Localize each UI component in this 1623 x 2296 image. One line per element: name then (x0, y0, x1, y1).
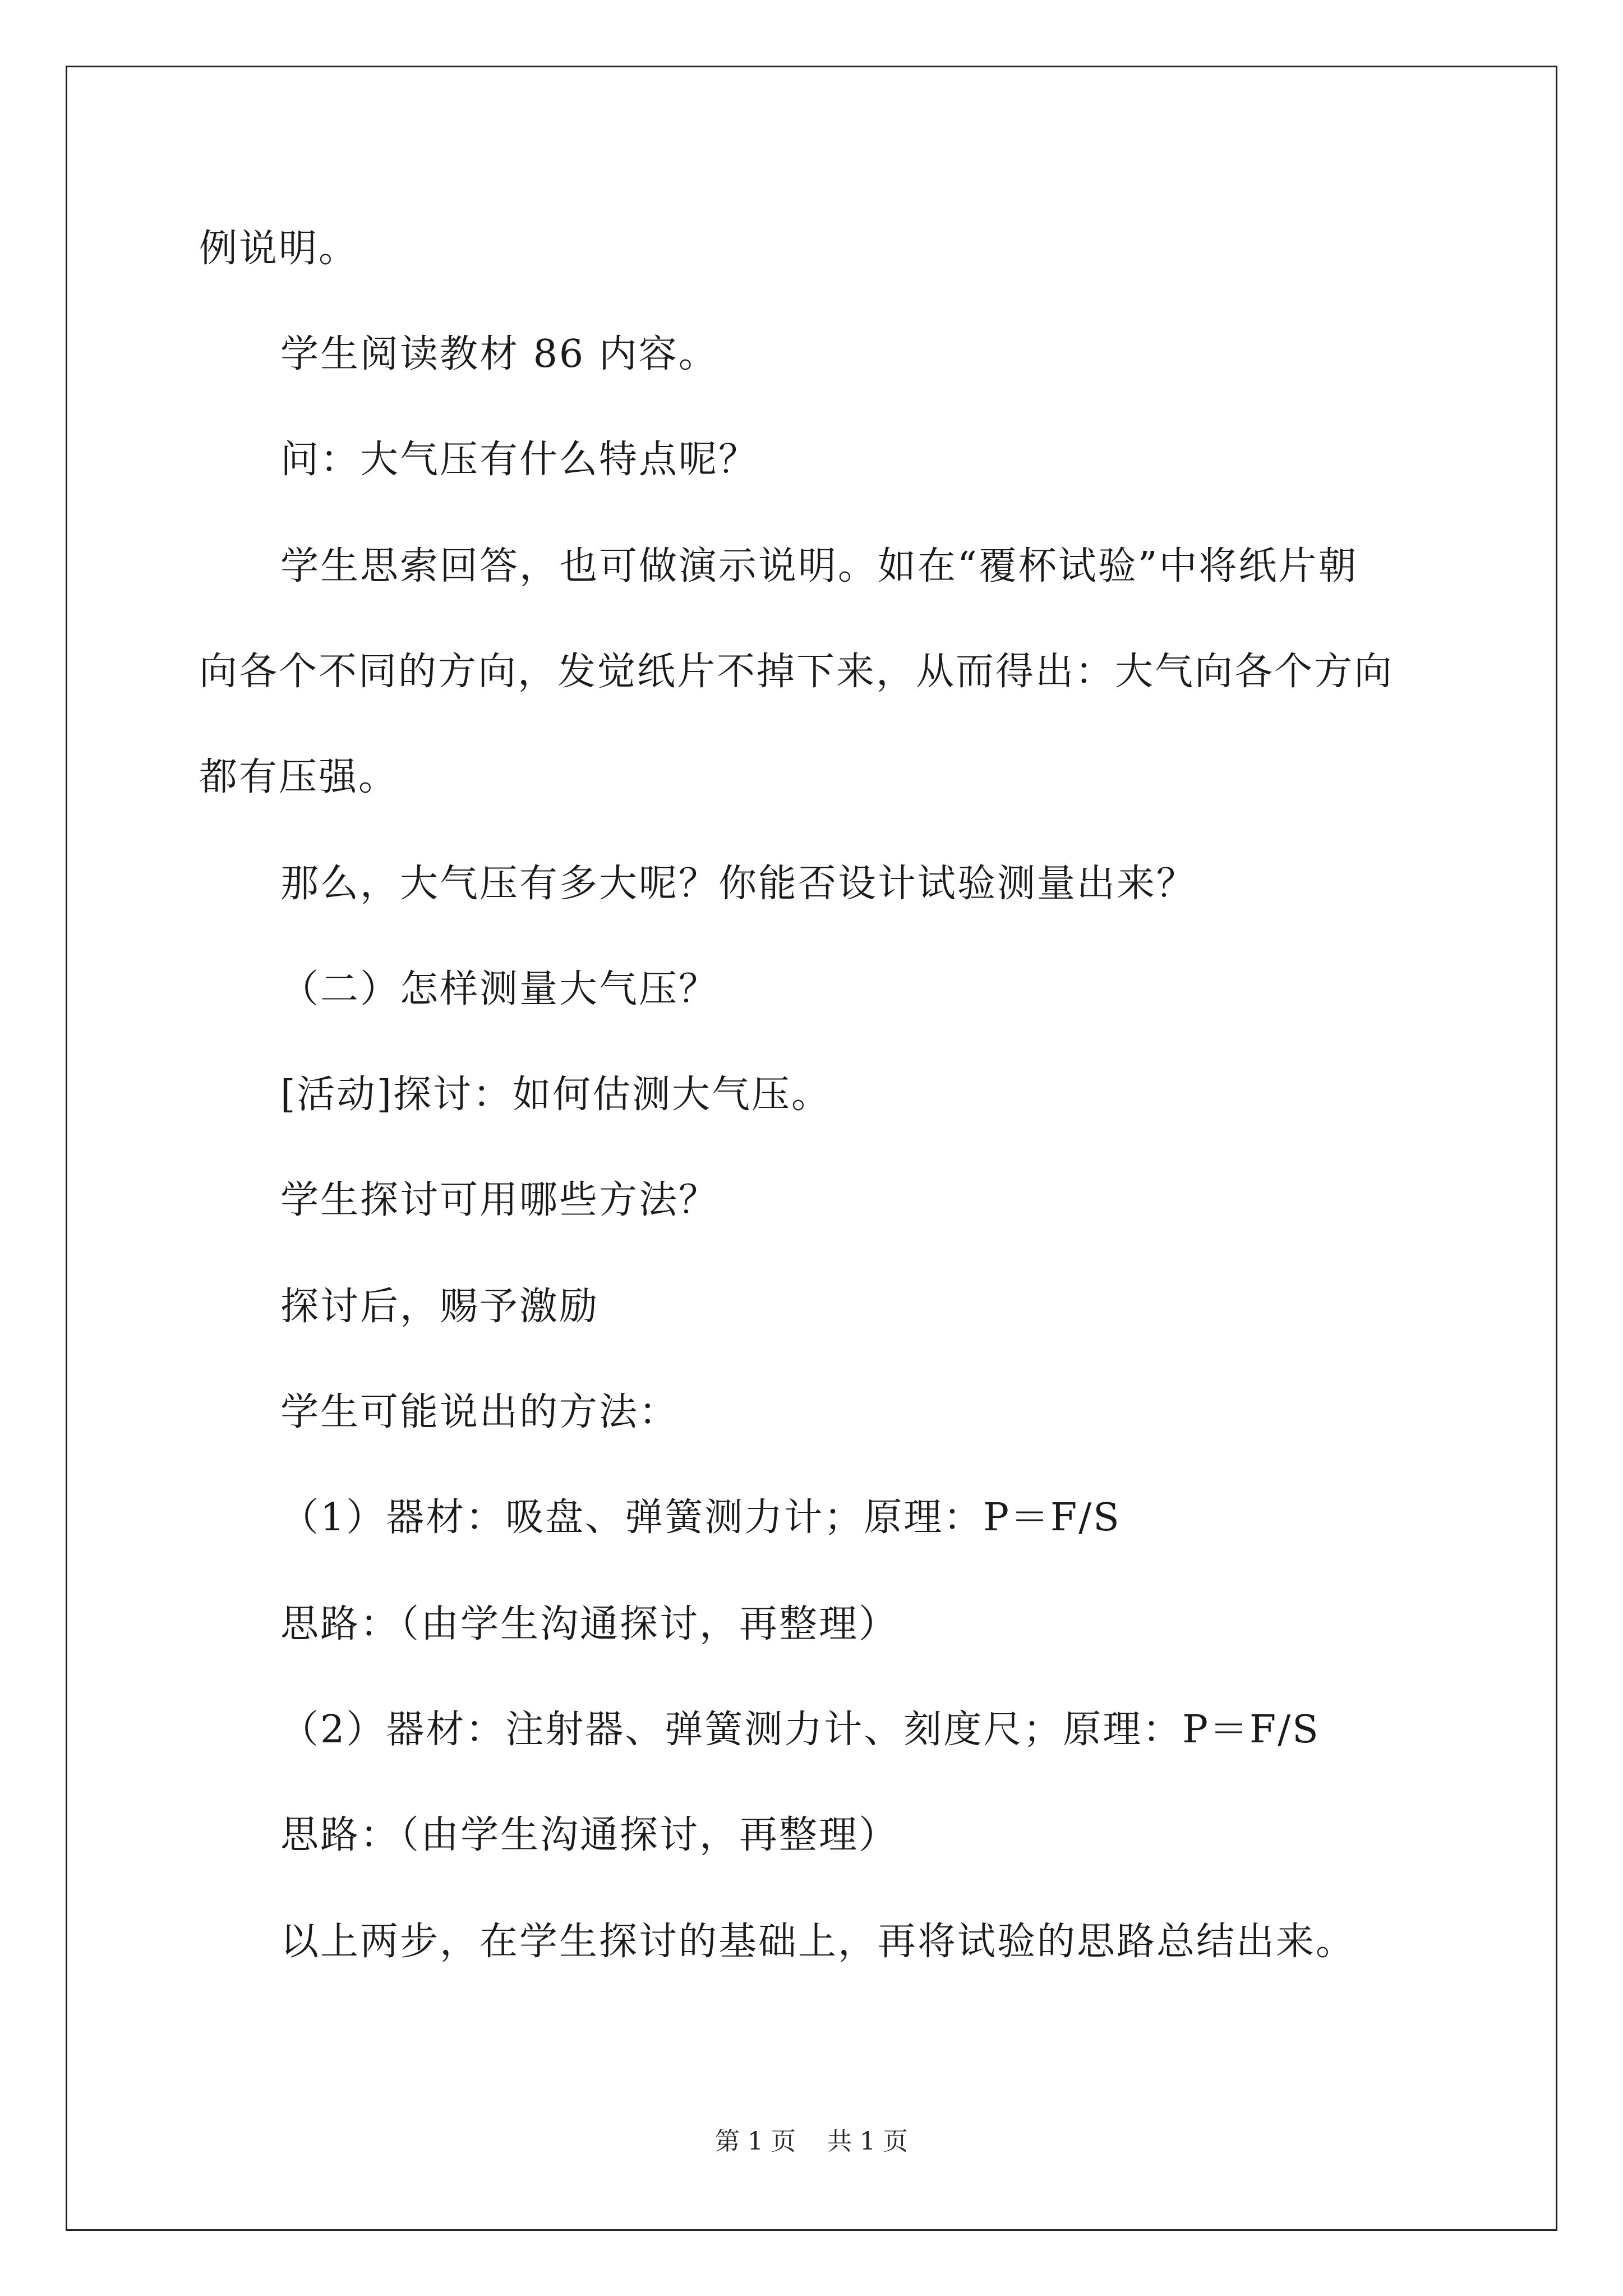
paragraph-line: 都有压强。 (199, 755, 399, 799)
paragraph-line: 那么，大气压有多大呢？你能否设计试验测量出来？ (280, 862, 1197, 906)
paragraph-line: 思路：（由学生沟通探讨，再整理） (280, 1602, 899, 1646)
paragraph-line: [活动]探讨：如何估测大气压。 (280, 1073, 832, 1117)
paragraph-line: 向各个不同的方向，发觉纸片不掉下来，从而得出：大气向各个方向 (199, 650, 1394, 694)
paragraph-line: 以上两步，在学生探讨的基础上，再将试验的思路总结出来。 (280, 1920, 1356, 1964)
paragraph-line: 学生思索回答，也可做演示说明。如在“覆杯试验”中将纸片朝 (280, 544, 1358, 588)
paragraph-line: （2）器材：注射器、弹簧测力计、刻度尺；原理：P＝F/S (280, 1708, 1320, 1752)
page-footer: 第 1 页 共 1 页 (715, 2127, 908, 2156)
paragraph-line: 探讨后，赐予激励 (280, 1285, 600, 1329)
paragraph-line: 学生可能说出的方法： (280, 1390, 679, 1434)
paragraph-line: 问：大气压有什么特点呢？ (280, 438, 759, 482)
paragraph-line: 例说明。 (199, 227, 359, 271)
paragraph-line: （1）器材：吸盘、弹簧测力计；原理：P＝F/S (280, 1496, 1121, 1540)
paragraph-line: 思路：（由学生沟通探讨，再整理） (280, 1813, 899, 1857)
page-border (66, 66, 1557, 2231)
paragraph-line: 学生探讨可用哪些方法？ (280, 1178, 719, 1222)
paragraph-line: （二）怎样测量大气压？ (280, 967, 719, 1011)
paragraph-line: 学生阅读教材 86 内容。 (280, 332, 718, 376)
